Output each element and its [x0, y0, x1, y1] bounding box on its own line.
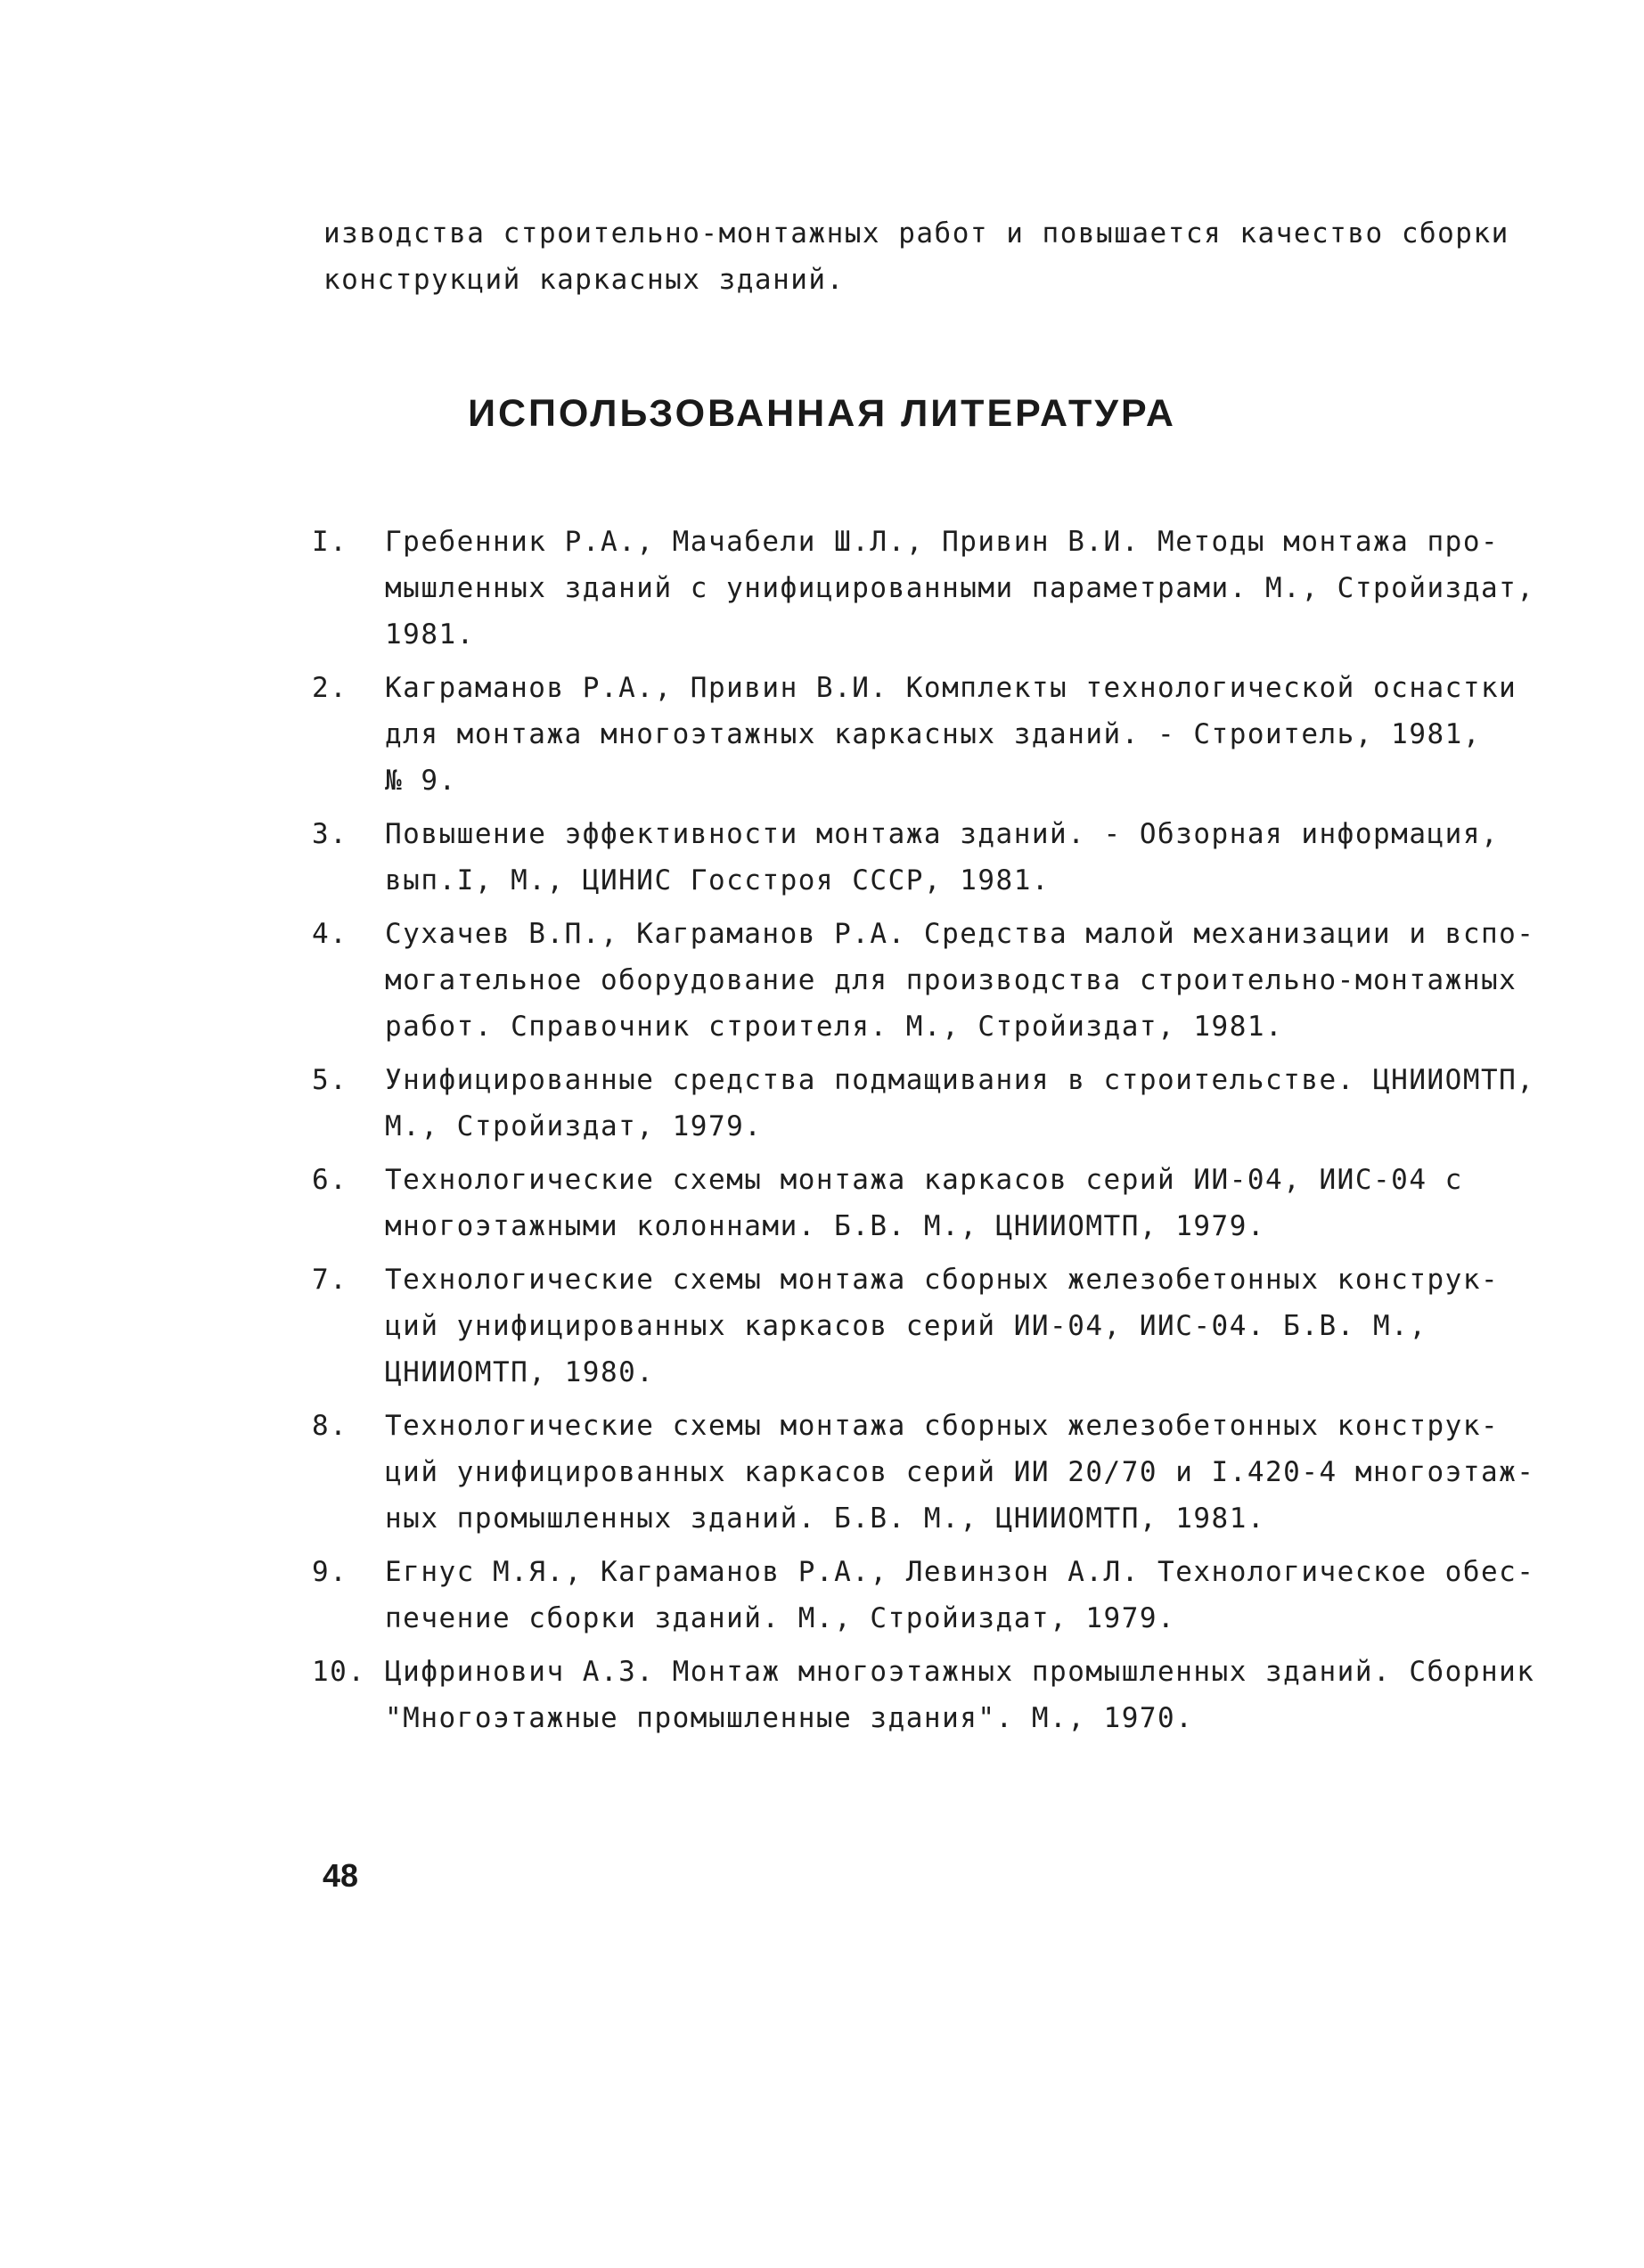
reference-item: [312, 1257, 1515, 1396]
reference-text: [385, 519, 1534, 658]
reference-text: [385, 1057, 1534, 1150]
reference-line: Технологические схемы монтажа сборных железобетонных конструк-: [385, 1410, 1500, 1442]
reference-number: 10.: [312, 1656, 366, 1688]
reference-item: [312, 1157, 1515, 1249]
reference-item: [312, 665, 1515, 804]
section-heading: ИСПОЛЬЗОВАННАЯ ЛИТЕРАТУРА: [468, 392, 1176, 435]
reference-line: М., Стройиздат, 1979.: [385, 1110, 763, 1142]
reference-text: [385, 1257, 1515, 1396]
reference-item: [312, 519, 1535, 658]
reference-item: [312, 911, 1535, 1050]
reference-line: Технологические схемы монтажа сборных железобетонных конструк-: [385, 1264, 1500, 1296]
reference-line: ций унифицированных каркасов серий ИИ 20/70 и I.420-4 многоэтаж-: [385, 1456, 1535, 1488]
reference-line: мышленных зданий с унифицированными параметрами. М., Стройиздат,: [385, 572, 1535, 604]
reference-line: печение сборки зданий. М., Стройиздат, 1979.: [385, 1602, 1176, 1634]
reference-line: Унифицированные средства подмащивания в строительстве. ЦНИИОМТП,: [385, 1064, 1535, 1096]
reference-number: 6.: [312, 1164, 348, 1196]
reference-item: [312, 811, 1515, 904]
reference-line: вып.I, М., ЦИНИС Госстроя СССР, 1981.: [385, 864, 1051, 897]
reference-line: могательное оборудование для производства строительно-монтажных: [385, 964, 1517, 996]
reference-number: 9.: [312, 1556, 348, 1588]
reference-line: работ. Справочник строителя. М., Стройиздат, 1981.: [385, 1011, 1284, 1043]
reference-text: [385, 811, 1515, 904]
reference-line: Сухачев В.П., Каграманов Р.А. Средства малой механизации и вспо-: [385, 918, 1535, 950]
reference-number: 5.: [312, 1064, 348, 1096]
reference-text: [385, 665, 1517, 804]
reference-item: [312, 1057, 1535, 1150]
reference-number: 7.: [312, 1264, 348, 1296]
reference-number: 2.: [312, 672, 348, 704]
reference-text: [385, 1157, 1515, 1249]
reference-line: Егнус М.Я., Каграманов Р.А., Левинзон А.Л. Технологическое обес-: [385, 1556, 1535, 1588]
reference-text: [385, 1403, 1534, 1542]
reference-number: 4.: [312, 918, 348, 950]
reference-line: ций унифицированных каркасов серий ИИ-04, ИИС-04. Б.В. М.,: [385, 1310, 1427, 1342]
reference-line: Повышение эффективности монтажа зданий. - Обзорная информация,: [385, 818, 1500, 850]
reference-line: ных промышленных зданий. Б.В. М., ЦНИИОМТП, 1981.: [385, 1502, 1266, 1535]
reference-item: [312, 1549, 1535, 1642]
reference-line: Цифринович А.З. Монтаж многоэтажных промышленных зданий. Сборник: [385, 1656, 1535, 1688]
page-number: 48: [323, 1857, 359, 1894]
reference-text: [385, 1649, 1534, 1741]
reference-number: 3.: [312, 818, 348, 850]
reference-line: Технологические схемы монтажа каркасов серий ИИ-04, ИИС-04 с: [385, 1164, 1463, 1196]
reference-line: ЦНИИОМТП, 1980.: [385, 1356, 655, 1388]
intro-paragraph: [323, 210, 1509, 303]
intro-line: конструкций каркасных зданий.: [323, 264, 845, 296]
reference-text: [385, 911, 1534, 1050]
intro-line: изводства строительно-монтажных работ и повышается качество сборки: [323, 217, 1509, 250]
reference-line: "Многоэтажные промышленные здания". М., 1970.: [385, 1702, 1194, 1734]
reference-number: 8.: [312, 1410, 348, 1442]
reference-text: [385, 1549, 1534, 1642]
reference-line: для монтажа многоэтажных каркасных зданий. - Строитель, 1981,: [385, 718, 1481, 750]
reference-line: 1981.: [385, 618, 475, 651]
reference-list: [312, 519, 1535, 1748]
reference-item: [312, 1649, 1535, 1741]
reference-line: Гребенник Р.А., Мачабели Ш.Л., Привин В.И. Методы монтажа про-: [385, 526, 1500, 558]
reference-number: I.: [312, 526, 348, 558]
reference-item: [312, 1403, 1535, 1542]
reference-line: многоэтажными колоннами. Б.В. М., ЦНИИОМТП, 1979.: [385, 1210, 1266, 1242]
reference-line: № 9.: [385, 765, 457, 797]
reference-line: Каграманов Р.А., Привин В.И. Комплекты технологической оснастки: [385, 672, 1517, 704]
